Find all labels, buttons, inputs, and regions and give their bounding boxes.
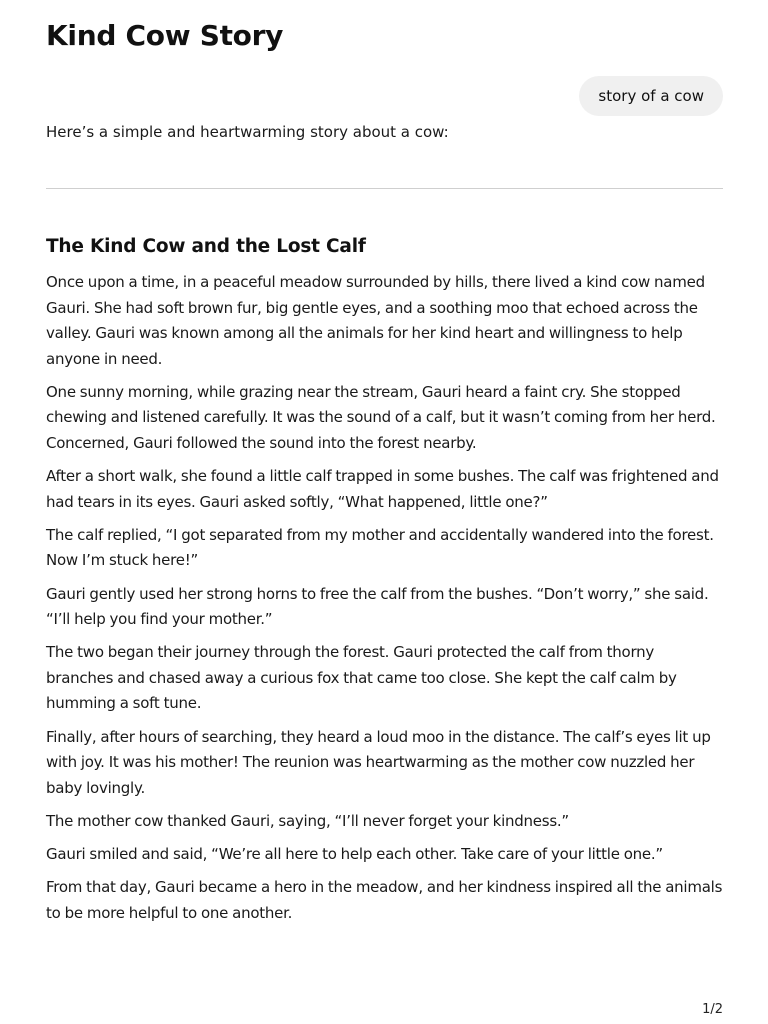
story-paragraph: The calf replied, “I got separated from my mother and accidentally wandered into the forest. Now I’m stuck here!” <box>46 525 714 570</box>
document-page <box>46 0 723 1024</box>
story-paragraph: The mother cow thanked Gauri, saying, “I’ll never forget your kindness.” <box>46 811 569 830</box>
story-heading: The Kind Cow and the Lost Calf <box>46 236 366 257</box>
section-divider <box>46 188 723 189</box>
page-number: 1/2 <box>702 1002 723 1017</box>
story-paragraph: Gauri gently used her strong horns to free the calf from the bushes. “Don’t worry,” she said. “I’ll help you find your mother.” <box>46 584 709 629</box>
story-paragraph: After a short walk, she found a little calf trapped in some bushes. The calf was frightened and had tears in its eyes. Gauri asked softly, “What happened, little one?” <box>46 467 719 511</box>
story-paragraph: Finally, after hours of searching, they heard a loud moo in the distance. The calf’s eyes lit up with joy. It was his mother! The reunion was heartwarming as the mother cow nuzzled her baby lovingly. <box>46 727 711 797</box>
story-paragraph: The two began their journey through the forest. Gauri protected the calf from thorny branches and chased away a curious fox that came too close. She kept the calf calm by humming a soft tune. <box>46 643 677 713</box>
story-section <box>46 234 723 934</box>
story-paragraph: One sunny morning, while grazing near the stream, Gauri heard a faint cry. She stopped chewing and listened carefully. It was the sound of a calf, but it wasn’t coming from her herd. Concerned, Gauri followed the sound into the forest nearby. <box>46 382 716 453</box>
story-paragraph: Once upon a time, in a peaceful meadow surrounded by hills, there lived a kind cow named Gauri. She had soft brown fur, big gentle eyes, and a soothing moo that echoed across the valley. Gauri was known among all the animals for her kind heart and willingness to help anyone in need. <box>46 273 705 368</box>
story-paragraph: Gauri smiled and said, “We’re all here to help each other. Take care of your little one.” <box>46 844 663 863</box>
intro-text: Here’s a simple and heartwarming story about a cow: <box>46 123 449 141</box>
story-paragraph: From that day, Gauri became a hero in the meadow, and her kindness inspired all the animals to be more helpful to one another. <box>46 877 723 922</box>
user-message-bubble: story of a cow <box>579 76 723 116</box>
page-title: Kind Cow Story <box>46 19 284 52</box>
